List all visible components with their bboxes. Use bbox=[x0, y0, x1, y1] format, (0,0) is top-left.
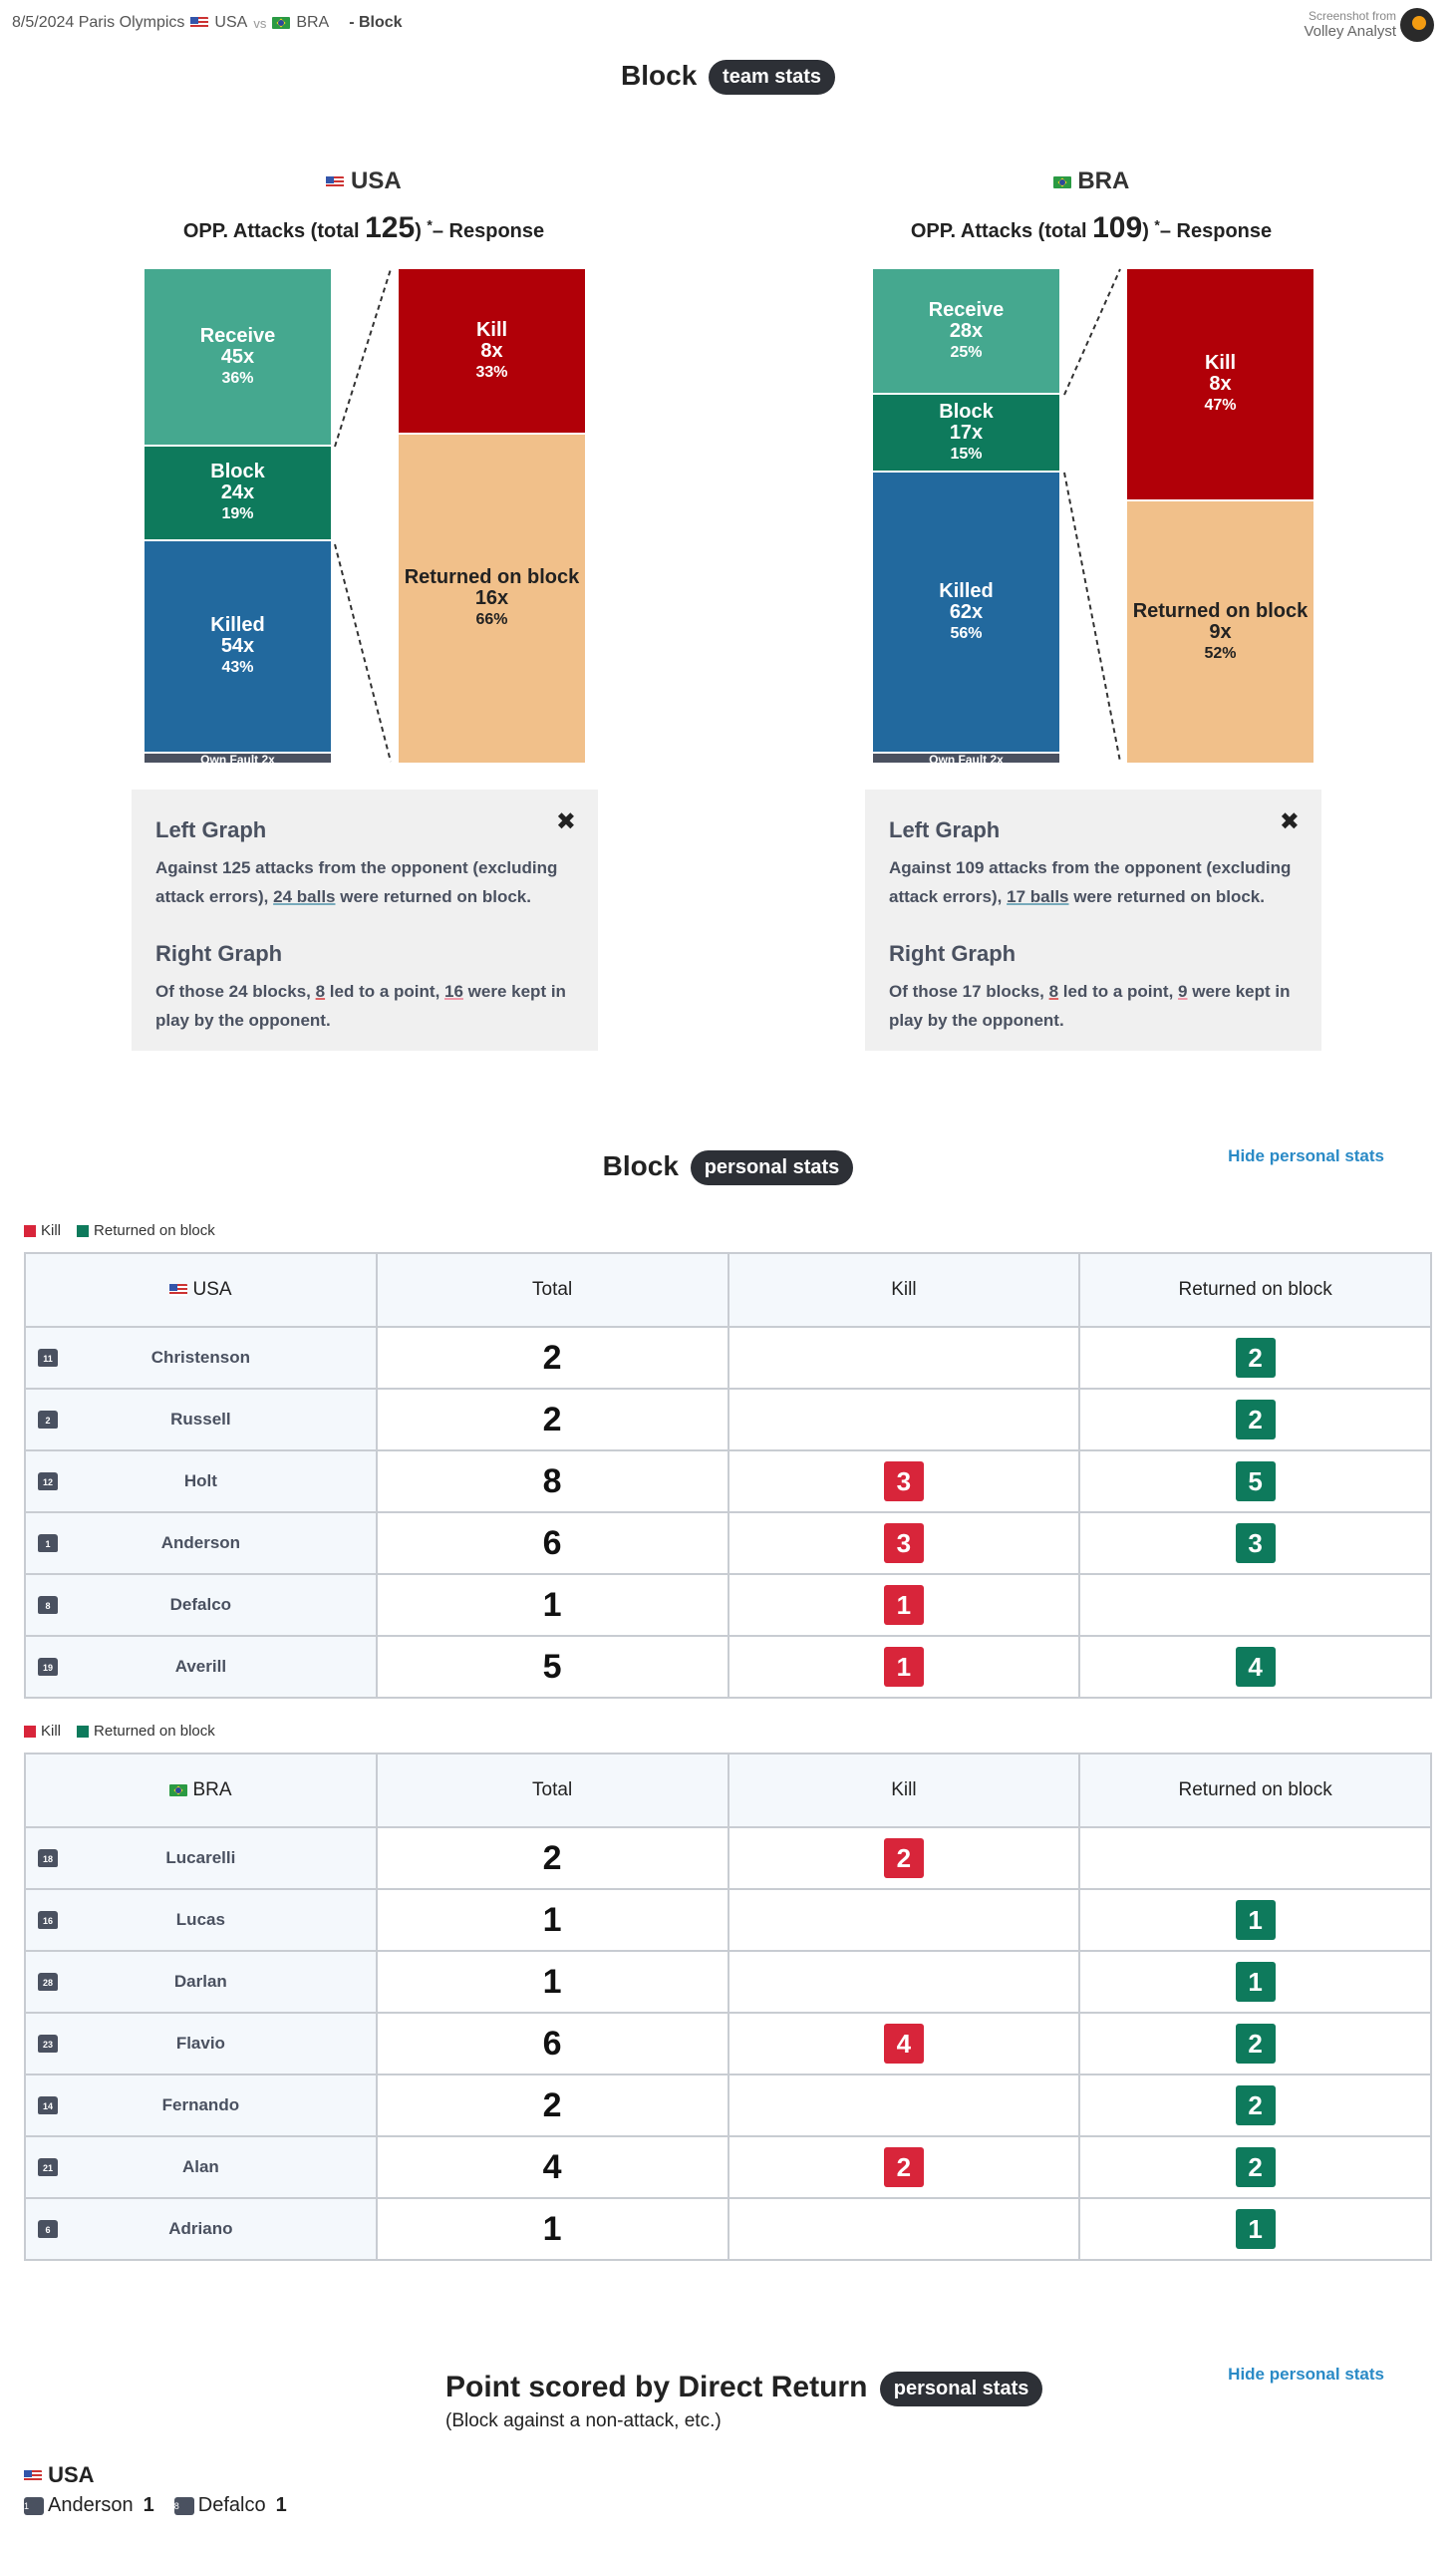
jersey-icon: 23 bbox=[38, 2035, 58, 2053]
table-header-row bbox=[25, 1754, 1431, 1827]
seg-label: Returned on block bbox=[1132, 599, 1309, 622]
team-column-header bbox=[25, 1253, 377, 1327]
legend-kill-label: Kill bbox=[41, 1222, 62, 1239]
player-cell bbox=[25, 1450, 377, 1512]
returned-cell bbox=[1079, 1327, 1431, 1389]
returned-badge: 2 bbox=[1236, 2024, 1276, 2064]
page-header bbox=[12, 14, 403, 32]
bra-block-segment bbox=[873, 395, 1059, 471]
team-a: USA bbox=[214, 14, 248, 31]
returned-cell bbox=[1079, 2074, 1431, 2136]
returned-cell bbox=[1079, 1636, 1431, 1698]
returned-column-header: Returned on block bbox=[1079, 1754, 1431, 1827]
text: were returned on block. bbox=[335, 887, 531, 906]
direct-return-players bbox=[24, 2494, 287, 2517]
kept-highlight: 9 bbox=[1178, 982, 1188, 1001]
kill-badge: 2 bbox=[884, 1838, 924, 1878]
seg-pct: 33% bbox=[475, 363, 508, 381]
team-column-header bbox=[25, 1754, 377, 1827]
legend bbox=[24, 1222, 215, 1239]
total-cell: 8 bbox=[377, 1450, 728, 1512]
kill-highlight: 8 bbox=[1048, 982, 1059, 1001]
bra-info-panel bbox=[865, 790, 1321, 1051]
left-graph-text bbox=[889, 853, 1298, 911]
jersey-icon: 19 bbox=[38, 1658, 58, 1676]
close-icon[interactable]: ✖ bbox=[1279, 808, 1300, 835]
brazil-flag-icon bbox=[169, 1784, 187, 1796]
seg-pct: 52% bbox=[1204, 644, 1237, 662]
player-name: Alan bbox=[181, 2157, 219, 2176]
seg-count: 28x bbox=[949, 319, 984, 342]
opp-response: – Response bbox=[432, 220, 545, 242]
seg-count: 8x bbox=[480, 339, 503, 362]
returned-badge: 2 bbox=[1236, 2147, 1276, 2187]
jersey-icon: 28 bbox=[38, 1973, 58, 1991]
table-row bbox=[25, 2013, 1431, 2074]
usa-returned-segment bbox=[399, 435, 585, 763]
kill-badge: 4 bbox=[884, 2024, 924, 2064]
legend-kill bbox=[24, 1222, 61, 1239]
seg-pct: 47% bbox=[1204, 397, 1237, 414]
team-stats-title bbox=[0, 60, 1456, 95]
legend-returned-label: Returned on block bbox=[94, 1222, 215, 1239]
brazil-flag-icon bbox=[1053, 176, 1071, 188]
kill-badge: 1 bbox=[884, 1585, 924, 1625]
kill-cell bbox=[728, 1636, 1080, 1698]
player-name: Fernando bbox=[161, 2095, 240, 2114]
direct-return-pill: personal stats bbox=[880, 2372, 1043, 2406]
returned-cell bbox=[1079, 2013, 1431, 2074]
direct-return-player bbox=[174, 2494, 287, 2517]
returned-badge: 2 bbox=[1236, 1400, 1276, 1439]
player-cell bbox=[25, 1636, 377, 1698]
kill-highlight: 8 bbox=[315, 982, 326, 1001]
table-row bbox=[25, 1951, 1431, 2013]
player-cell bbox=[25, 2074, 377, 2136]
seg-count: 24x bbox=[220, 481, 255, 503]
direct-return-title bbox=[445, 2371, 1042, 2406]
total-cell: 6 bbox=[377, 2013, 728, 2074]
table-row bbox=[25, 1574, 1431, 1636]
vs-label: vs bbox=[253, 15, 267, 31]
kill-cell bbox=[728, 1827, 1080, 1889]
kill-badge: 2 bbox=[884, 2147, 924, 2187]
player-name: Defalco bbox=[169, 1595, 232, 1614]
seg-count: 45x bbox=[220, 345, 255, 368]
player-cell bbox=[25, 1512, 377, 1574]
seg-pct: 15% bbox=[950, 445, 983, 463]
usa-flag-icon bbox=[326, 176, 344, 188]
direct-return-player bbox=[24, 2494, 154, 2517]
jersey-icon: 18 bbox=[38, 1849, 58, 1867]
seg-count: 62x bbox=[949, 600, 984, 623]
returned-cell bbox=[1079, 1450, 1431, 1512]
table-row bbox=[25, 2136, 1431, 2198]
team-stats-pill: team stats bbox=[709, 60, 835, 95]
legend-returned bbox=[77, 1723, 215, 1740]
kill-cell bbox=[728, 2136, 1080, 2198]
jersey-icon: 1 bbox=[24, 2497, 44, 2515]
seg-label: Own Fault 2x bbox=[929, 754, 1004, 763]
seg-label: Receive bbox=[199, 324, 276, 347]
kill-cell bbox=[728, 1951, 1080, 2013]
right-graph-title: Right Graph bbox=[889, 941, 1017, 966]
kill-badge: 3 bbox=[884, 1461, 924, 1501]
usa-flag-icon bbox=[169, 1284, 187, 1296]
left-graph-text bbox=[155, 853, 574, 911]
hide-personal-stats-link[interactable]: Hide personal stats bbox=[1228, 1146, 1384, 1165]
team-label: USA bbox=[192, 1279, 232, 1300]
text: Of those 17 blocks, bbox=[889, 982, 1049, 1001]
opp-star: * bbox=[427, 216, 433, 233]
usa-personal-table bbox=[24, 1252, 1432, 1699]
table-row bbox=[25, 1512, 1431, 1574]
player-cell bbox=[25, 2198, 377, 2260]
usa-table-body bbox=[25, 1327, 1431, 1698]
usa-flag-icon bbox=[24, 2470, 42, 2482]
returned-badge: 1 bbox=[1236, 2209, 1276, 2249]
table-row bbox=[25, 1450, 1431, 1512]
table-row bbox=[25, 1827, 1431, 1889]
kill-column-header: Kill bbox=[728, 1754, 1080, 1827]
total-cell: 5 bbox=[377, 1636, 728, 1698]
returned-swatch bbox=[77, 1726, 89, 1738]
returned-cell bbox=[1079, 2136, 1431, 2198]
seg-pct: 56% bbox=[950, 624, 983, 642]
text: Of those 24 blocks, bbox=[155, 982, 316, 1001]
opp-total: 109 bbox=[1092, 211, 1143, 244]
direct-return-subtitle: (Block against a non-attack, etc.) bbox=[445, 2410, 722, 2431]
jersey-icon: 8 bbox=[38, 1596, 58, 1614]
seg-label: Kill bbox=[1204, 352, 1237, 374]
opp-suffix: ) bbox=[1142, 220, 1149, 242]
bra-connector-lines bbox=[1058, 267, 1128, 766]
total-cell: 1 bbox=[377, 1889, 728, 1951]
seg-count: 8x bbox=[1209, 373, 1232, 395]
brazil-flag-icon bbox=[272, 17, 290, 29]
right-graph-title: Right Graph bbox=[155, 941, 283, 966]
text: led to a point, bbox=[325, 982, 445, 1001]
player-name: Darlan bbox=[173, 1972, 227, 1991]
left-graph-title: Left Graph bbox=[889, 817, 1001, 842]
player-name: Anderson bbox=[48, 2494, 134, 2516]
usa-own-fault-segment bbox=[145, 754, 331, 763]
kill-cell bbox=[728, 1889, 1080, 1951]
text: were kept in play by the opponent. bbox=[155, 982, 566, 1030]
player-name: Adriano bbox=[168, 2219, 233, 2238]
usa-chart-team bbox=[214, 167, 513, 195]
seg-label: Own Fault 2x bbox=[200, 754, 275, 763]
usa-killed-segment bbox=[145, 541, 331, 752]
player-name: Flavio bbox=[175, 2034, 225, 2053]
jersey-icon: 14 bbox=[38, 2096, 58, 2114]
bra-kill-segment bbox=[1127, 269, 1313, 499]
player-cell bbox=[25, 1951, 377, 2013]
player-name: Lucas bbox=[175, 1910, 225, 1929]
total-cell: 1 bbox=[377, 1574, 728, 1636]
total-cell: 2 bbox=[377, 1389, 728, 1450]
total-cell: 1 bbox=[377, 2198, 728, 2260]
kill-column-header: Kill bbox=[728, 1253, 1080, 1327]
section-label: - Block bbox=[349, 14, 403, 31]
total-cell: 2 bbox=[377, 1327, 728, 1389]
direct-return-team bbox=[24, 2462, 95, 2488]
total-column-header: Total bbox=[377, 1253, 728, 1327]
seg-label: Returned on block bbox=[404, 566, 580, 588]
balls-highlight: 17 balls bbox=[1007, 887, 1069, 906]
bra-returned-segment bbox=[1127, 501, 1313, 763]
jersey-icon: 12 bbox=[38, 1472, 58, 1490]
brand bbox=[1304, 8, 1396, 40]
returned-cell bbox=[1079, 1574, 1431, 1636]
kill-cell bbox=[728, 2074, 1080, 2136]
player-cell bbox=[25, 1327, 377, 1389]
kill-cell bbox=[728, 2013, 1080, 2074]
jersey-icon: 6 bbox=[38, 2220, 58, 2238]
legend-kill-label: Kill bbox=[41, 1723, 62, 1740]
opp-total: 125 bbox=[365, 211, 416, 244]
kill-cell bbox=[728, 1389, 1080, 1450]
total-cell: 6 bbox=[377, 1512, 728, 1574]
legend-kill bbox=[24, 1723, 61, 1740]
player-value: 1 bbox=[275, 2494, 287, 2516]
usa-team-label: USA bbox=[351, 167, 402, 194]
text: were returned on block. bbox=[1068, 887, 1265, 906]
usa-receive-segment bbox=[145, 269, 331, 445]
returned-cell bbox=[1079, 1889, 1431, 1951]
usa-info-panel bbox=[132, 790, 598, 1051]
seg-label: Killed bbox=[939, 579, 994, 602]
legend bbox=[24, 1723, 215, 1740]
right-graph-text bbox=[155, 977, 574, 1035]
close-icon[interactable]: ✖ bbox=[555, 808, 576, 835]
balls-highlight: 24 balls bbox=[273, 887, 336, 906]
right-graph-text bbox=[889, 977, 1298, 1035]
jersey-icon: 2 bbox=[38, 1411, 58, 1429]
brand-caption: Screenshot from bbox=[1308, 9, 1396, 23]
usa-block-segment bbox=[145, 447, 331, 539]
volley-analyst-logo-icon bbox=[1400, 8, 1434, 42]
bra-table-body bbox=[25, 1827, 1431, 2260]
player-name: Christenson bbox=[150, 1348, 250, 1367]
returned-cell bbox=[1079, 1827, 1431, 1889]
returned-swatch bbox=[77, 1225, 89, 1237]
block-title: Block bbox=[621, 60, 698, 91]
returned-badge: 1 bbox=[1236, 1962, 1276, 2002]
kill-swatch bbox=[24, 1225, 36, 1237]
legend-returned bbox=[77, 1222, 215, 1239]
table-row bbox=[25, 1636, 1431, 1698]
direct-return-heading: Point scored by Direct Return bbox=[445, 2371, 868, 2403]
opp-prefix: OPP. Attacks (total bbox=[182, 220, 366, 242]
player-value: 1 bbox=[143, 2494, 154, 2516]
seg-label: Block bbox=[210, 461, 265, 482]
seg-pct: 66% bbox=[475, 611, 508, 628]
player-cell bbox=[25, 1827, 377, 1889]
opp-prefix: OPP. Attacks (total bbox=[910, 220, 1093, 242]
returned-column-header: Returned on block bbox=[1079, 1253, 1431, 1327]
returned-cell bbox=[1079, 2198, 1431, 2260]
player-name: Holt bbox=[183, 1471, 217, 1490]
seg-pct: 43% bbox=[221, 659, 254, 676]
player-name: Anderson bbox=[160, 1533, 241, 1552]
text: led to a point, bbox=[1058, 982, 1179, 1001]
total-cell: 1 bbox=[377, 1951, 728, 2013]
player-cell bbox=[25, 1574, 377, 1636]
text: Against 125 attacks from the opponent (excluding attack errors), bbox=[155, 858, 558, 906]
bra-own-fault-segment bbox=[873, 754, 1059, 763]
seg-count: 9x bbox=[1209, 620, 1232, 643]
seg-pct: 36% bbox=[221, 369, 254, 387]
usa-opp-attacks bbox=[154, 211, 573, 245]
returned-badge: 3 bbox=[1236, 1523, 1276, 1563]
player-cell bbox=[25, 2136, 377, 2198]
seg-pct: 19% bbox=[221, 505, 254, 522]
left-graph-title: Left Graph bbox=[155, 817, 267, 842]
seg-label: Block bbox=[939, 400, 994, 423]
kill-cell bbox=[728, 1450, 1080, 1512]
kept-highlight: 16 bbox=[444, 982, 463, 1001]
jersey-icon: 16 bbox=[38, 1911, 58, 1929]
total-cell: 4 bbox=[377, 2136, 728, 2198]
block-title: Block bbox=[602, 1150, 679, 1181]
kill-cell bbox=[728, 1327, 1080, 1389]
usa-kill-segment bbox=[399, 269, 585, 433]
player-cell bbox=[25, 1389, 377, 1450]
seg-pct: 25% bbox=[950, 343, 983, 361]
bra-personal-table bbox=[24, 1753, 1432, 2261]
returned-badge: 5 bbox=[1236, 1461, 1276, 1501]
table-row bbox=[25, 2074, 1431, 2136]
player-name: Lucarelli bbox=[165, 1848, 236, 1867]
kill-badge: 3 bbox=[884, 1523, 924, 1563]
direct-team-label: USA bbox=[48, 2462, 95, 2487]
table-row bbox=[25, 2198, 1431, 2260]
jersey-icon: 8 bbox=[174, 2497, 194, 2515]
kill-badge: 1 bbox=[884, 1647, 924, 1687]
usa-flag-icon bbox=[190, 17, 208, 29]
opp-response: – Response bbox=[1159, 220, 1273, 242]
player-cell bbox=[25, 1889, 377, 1951]
team-label: BRA bbox=[192, 1779, 232, 1800]
table-row bbox=[25, 1889, 1431, 1951]
seg-label: Killed bbox=[210, 614, 265, 636]
returned-badge: 2 bbox=[1236, 1338, 1276, 1378]
text: Against 109 attacks from the opponent (excluding attack errors), bbox=[889, 858, 1292, 906]
bra-opp-attacks bbox=[882, 211, 1301, 245]
total-cell: 2 bbox=[377, 1827, 728, 1889]
table-header-row bbox=[25, 1253, 1431, 1327]
table-row bbox=[25, 1327, 1431, 1389]
team-b: BRA bbox=[296, 14, 330, 31]
seg-label: Kill bbox=[475, 318, 508, 341]
returned-cell bbox=[1079, 1951, 1431, 2013]
kill-cell bbox=[728, 2198, 1080, 2260]
usa-connector-lines bbox=[329, 267, 399, 766]
brand-name: Volley Analyst bbox=[1304, 23, 1396, 40]
returned-cell bbox=[1079, 1512, 1431, 1574]
text: were kept in play by the opponent. bbox=[889, 982, 1291, 1030]
table-row bbox=[25, 1389, 1431, 1450]
bra-receive-segment bbox=[873, 269, 1059, 393]
player-cell bbox=[25, 2013, 377, 2074]
jersey-icon: 21 bbox=[38, 2158, 58, 2176]
match-date-event: 8/5/2024 Paris Olympics bbox=[12, 14, 185, 31]
bra-chart-team bbox=[942, 167, 1241, 195]
kill-cell bbox=[728, 1512, 1080, 1574]
opp-star: * bbox=[1154, 216, 1160, 233]
seg-count: 16x bbox=[474, 587, 509, 609]
player-name: Russell bbox=[170, 1410, 231, 1429]
bra-team-label: BRA bbox=[1077, 167, 1130, 194]
opp-suffix: ) bbox=[415, 220, 422, 242]
jersey-icon: 1 bbox=[38, 1534, 58, 1552]
seg-label: Receive bbox=[928, 298, 1005, 321]
kill-swatch bbox=[24, 1726, 36, 1738]
personal-stats-pill: personal stats bbox=[691, 1150, 854, 1185]
returned-badge: 1 bbox=[1236, 1900, 1276, 1940]
seg-count: 54x bbox=[220, 635, 255, 657]
hide-direct-stats-link[interactable]: Hide personal stats bbox=[1228, 2365, 1384, 2384]
bra-killed-segment bbox=[873, 473, 1059, 752]
legend-returned-label: Returned on block bbox=[94, 1723, 215, 1740]
seg-count: 17x bbox=[949, 421, 984, 444]
kill-cell bbox=[728, 1574, 1080, 1636]
total-column-header: Total bbox=[377, 1754, 728, 1827]
total-cell: 2 bbox=[377, 2074, 728, 2136]
jersey-icon: 11 bbox=[38, 1349, 58, 1367]
returned-badge: 2 bbox=[1236, 2085, 1276, 2125]
player-name: Averill bbox=[174, 1657, 227, 1676]
returned-cell bbox=[1079, 1389, 1431, 1450]
player-name: Defalco bbox=[197, 2494, 266, 2516]
returned-badge: 4 bbox=[1236, 1647, 1276, 1687]
